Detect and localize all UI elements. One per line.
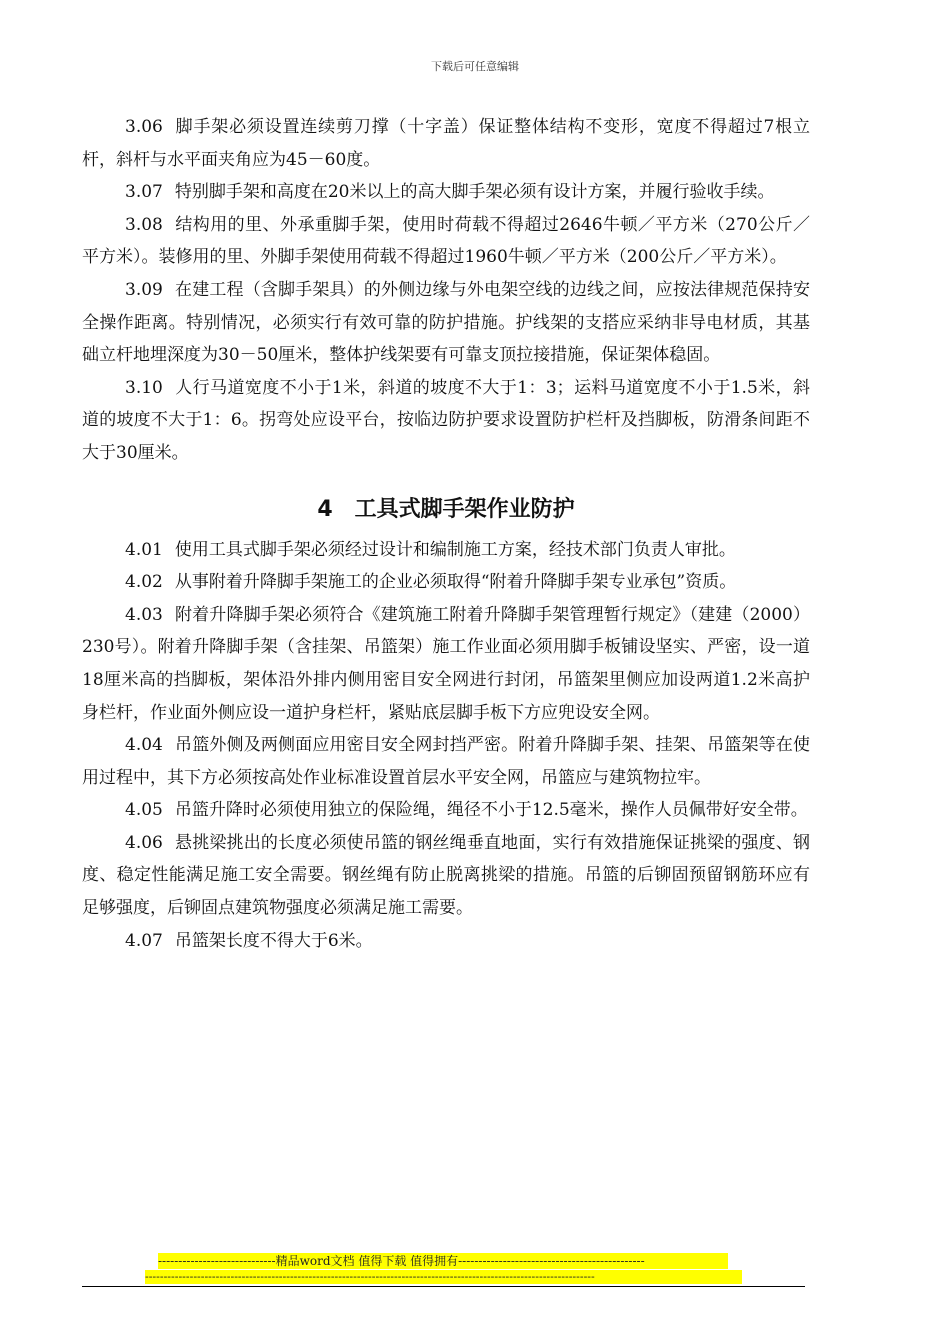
clause-number: 4.01 xyxy=(125,539,163,560)
document-body xyxy=(82,111,810,957)
clause-text: 悬挑梁挑出的长度必须使吊篮的钢丝绳垂直地面，实行有效措施保证挑梁的强度、钢度、稳定性能满足施工安全需要。钢丝绳有防止脱离挑梁的措施。吊篮的后铆固预留钢筋环应有足够强度，后铆固点建筑物强度必须满足施工需要。 xyxy=(82,832,810,919)
clause-text: 吊篮架长度不得大于6米。 xyxy=(174,930,373,951)
paragraph-4-03 xyxy=(82,599,810,729)
clause-number: 3.09 xyxy=(125,279,163,300)
footer-banner: -----------------------------精品word文档 值得下载 值得拥有---------------------------------------------- xyxy=(158,1253,728,1269)
clause-number: 3.10 xyxy=(125,377,163,398)
footer-dashes: ------------------------------------------------------------------------------------------------------------------------- xyxy=(145,1270,742,1284)
clause-number: 4.04 xyxy=(125,735,163,756)
page-header: 下载后可任意编辑 xyxy=(431,60,519,73)
clause-number: 3.07 xyxy=(125,182,163,203)
clause-text: 特别脚手架和高度在20米以上的高大脚手架必须有设计方案，并履行验收手续。 xyxy=(174,182,775,203)
clause-number: 4.02 xyxy=(125,572,163,593)
clause-text: 结构用的里、外承重脚手架，使用时荷载不得超过2646牛顿／平方米（270公斤／平方米）。装修用的里、外脚手架使用荷载不得超过1960牛顿／平方米（200公斤／平方米）。 xyxy=(82,214,810,268)
paragraph-3-07 xyxy=(82,176,810,209)
paragraph-4-04 xyxy=(82,729,810,794)
paragraph-3-08 xyxy=(82,209,810,274)
clause-text: 附着升降脚手架必须符合《建筑施工附着升降脚手架管理暂行规定》（建建（2000）230号）。附着升降脚手架（含挂架、吊篮架）施工作业面必须用脚手板铺设坚实、严密，设一道18厘米高的挡脚板，架体沿外排内侧用密目安全网进行封闭，吊篮架里侧应加设两道1.2米高护身栏杆，作业面外侧应设一道护身栏杆，紧贴底层脚手板下方应兜设安全网。 xyxy=(82,604,810,723)
clause-number: 3.08 xyxy=(125,214,163,235)
paragraph-4-02 xyxy=(82,566,810,599)
paragraph-4-06 xyxy=(82,827,810,925)
paragraph-3-10 xyxy=(82,372,810,470)
paragraph-3-09 xyxy=(82,274,810,372)
clause-text: 吊篮升降时必须使用独立的保险绳，绳径不小于12.5毫米，操作人员佩带好安全带。 xyxy=(174,800,808,821)
clause-text: 在建工程（含脚手架具）的外侧边缘与外电架空线的边线之间，应按法律规范保持安全操作距离。特别情况，必须实行有效可靠的防护措施。护线架的支搭应采纳非导电材质，其基础立杆地埋深度为30－50厘米，整体护线架要有可靠支顶拉接措施，保证架体稳固。 xyxy=(82,279,810,366)
clause-number: 3.06 xyxy=(125,117,163,137)
paragraph-4-07 xyxy=(82,925,810,958)
clause-number: 4.05 xyxy=(125,800,163,821)
section-title: 4 工具式脚手架作业防护 xyxy=(317,496,575,522)
clause-text: 脚手架必须设置连续剪刀撑（十字盖）保证整体结构不变形，宽度不得超过7根立杆，斜杆与水平面夹角应为45－60度。 xyxy=(82,117,810,170)
clause-text: 吊篮外侧及两侧面应用密目安全网封挡严密。附着升降脚手架、挂架、吊篮架等在使用过程中，其下方必须按高处作业标准设置首层水平安全网，吊篮应与建筑物拉牢。 xyxy=(82,735,810,788)
paragraph-4-01 xyxy=(82,534,810,567)
clause-number: 4.06 xyxy=(125,832,163,853)
paragraph-4-05 xyxy=(82,794,810,827)
clause-text: 人行马道宽度不小于1米，斜道的坡度不大于1：3；运料马道宽度不小于1.5米，斜道的坡度不大于1：6。拐弯处应设平台，按临边防护要求设置防护栏杆及挡脚板，防滑条间距不大于30厘米。 xyxy=(82,377,810,463)
footer-divider xyxy=(82,1286,805,1287)
clause-text: 从事附着升降脚手架施工的企业必须取得“附着升降脚手架专业承包”资质。 xyxy=(174,572,737,593)
clause-number: 4.03 xyxy=(125,604,163,625)
paragraph-3-06 xyxy=(82,111,810,176)
clause-text: 使用工具式脚手架必须经过设计和编制施工方案，经技术部门负责人审批。 xyxy=(174,539,736,560)
clause-number: 4.07 xyxy=(125,930,163,951)
